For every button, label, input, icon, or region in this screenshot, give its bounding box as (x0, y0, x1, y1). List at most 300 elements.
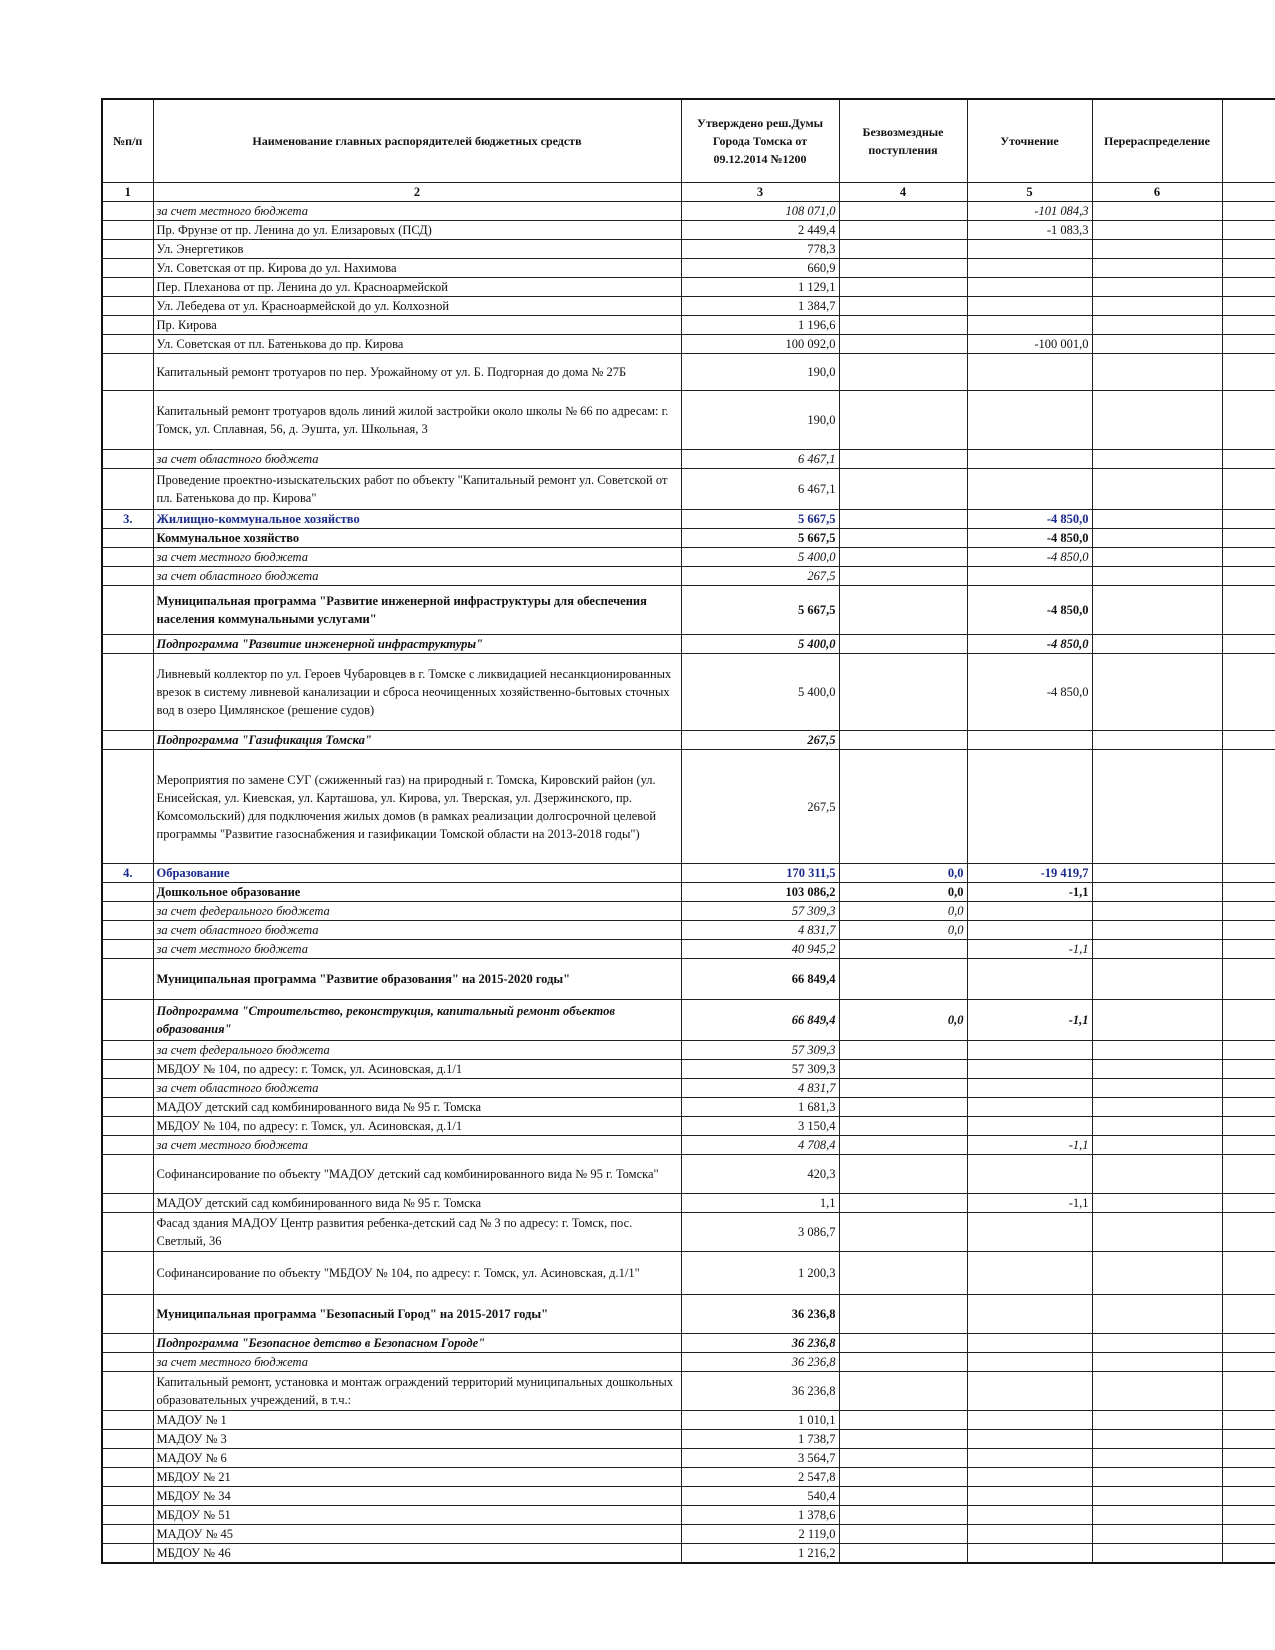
row-name: Ул. Лебедева от ул. Красноармейской до ул. Колхозной (153, 297, 681, 316)
column-number: 1 (102, 183, 153, 202)
table-row (102, 335, 1275, 354)
row-redistribution-value (1092, 548, 1222, 567)
row-name: Софинансирование по объекту "МАДОУ детский сад комбинированного вида № 95 г. Томска" (153, 1155, 681, 1194)
row-clarification-value: -4 850,0 (967, 529, 1092, 548)
row-redistribution-value (1092, 1506, 1222, 1525)
table-row (102, 1411, 1275, 1430)
row-extra-value (1222, 259, 1275, 278)
row-redistribution-value (1092, 940, 1222, 959)
header-clarification: Уточнение (967, 99, 1092, 183)
row-name: МБДОУ № 34 (153, 1487, 681, 1506)
row-approved-value: 1 200,3 (681, 1252, 839, 1295)
row-number (102, 731, 153, 750)
row-grants-value (839, 221, 967, 240)
column-number-extra (1222, 183, 1275, 202)
row-approved-value: 420,3 (681, 1155, 839, 1194)
row-extra-value (1222, 1098, 1275, 1117)
row-number (102, 316, 153, 335)
row-redistribution-value (1092, 1449, 1222, 1468)
row-clarification-value (967, 1252, 1092, 1295)
row-approved-value: 540,4 (681, 1487, 839, 1506)
row-name: Ул. Советская от пр. Кирова до ул. Нахимова (153, 259, 681, 278)
row-number (102, 1194, 153, 1213)
row-grants-value (839, 1449, 967, 1468)
row-number (102, 1079, 153, 1098)
row-extra-value (1222, 1525, 1275, 1544)
row-clarification-value (967, 1353, 1092, 1372)
row-extra-value (1222, 883, 1275, 902)
row-number (102, 1252, 153, 1295)
row-name: Дошкольное образование (153, 883, 681, 902)
row-grants-value (839, 635, 967, 654)
row-redistribution-value (1092, 335, 1222, 354)
row-redistribution-value (1092, 731, 1222, 750)
row-name: Пер. Плеханова от пр. Ленина до ул. Красноармейской (153, 278, 681, 297)
row-name: Капитальный ремонт тротуаров по пер. Урожайному от ул. Б. Подгорная до дома № 27Б (153, 354, 681, 391)
row-grants-value (839, 654, 967, 731)
row-name: за счет федерального бюджета (153, 902, 681, 921)
row-extra-value (1222, 731, 1275, 750)
row-extra-value (1222, 316, 1275, 335)
row-clarification-value: -101 084,3 (967, 202, 1092, 221)
row-extra-value (1222, 864, 1275, 883)
row-redistribution-value (1092, 510, 1222, 529)
row-approved-value: 5 400,0 (681, 635, 839, 654)
row-number (102, 297, 153, 316)
row-grants-value (839, 297, 967, 316)
table-row (102, 1000, 1275, 1041)
table-row (102, 1252, 1275, 1295)
row-clarification-value (967, 921, 1092, 940)
table-row (102, 548, 1275, 567)
row-clarification-value: -1,1 (967, 883, 1092, 902)
row-name: за счет областного бюджета (153, 1079, 681, 1098)
row-number (102, 278, 153, 297)
row-redistribution-value (1092, 1079, 1222, 1098)
row-redistribution-value (1092, 1353, 1222, 1372)
row-number (102, 1468, 153, 1487)
row-approved-value: 1 129,1 (681, 278, 839, 297)
row-clarification-value: -1,1 (967, 1000, 1092, 1041)
row-name: Жилищно-коммунальное хозяйство (153, 510, 681, 529)
row-redistribution-value (1092, 586, 1222, 635)
row-clarification-value: -19 419,7 (967, 864, 1092, 883)
row-extra-value (1222, 278, 1275, 297)
row-grants-value: 0,0 (839, 864, 967, 883)
row-extra-value (1222, 354, 1275, 391)
row-number (102, 1487, 153, 1506)
row-approved-value: 4 708,4 (681, 1136, 839, 1155)
row-name: Софинансирование по объекту "МБДОУ № 104, по адресу: г. Томск, ул. Асиновская, д.1/1" (153, 1252, 681, 1295)
table-row (102, 635, 1275, 654)
row-extra-value (1222, 940, 1275, 959)
table-row (102, 1155, 1275, 1194)
header-row (102, 99, 1275, 183)
row-extra-value (1222, 1295, 1275, 1334)
table-row (102, 1353, 1275, 1372)
row-name: МАДОУ детский сад комбинированного вида № 95 г. Томска (153, 1194, 681, 1213)
row-grants-value (839, 1213, 967, 1252)
row-clarification-value (967, 259, 1092, 278)
row-grants-value (839, 1136, 967, 1155)
row-name: Подпрограмма "Газификация Томска" (153, 731, 681, 750)
row-grants-value (839, 316, 967, 335)
row-name: Ул. Энергетиков (153, 240, 681, 259)
table-row (102, 902, 1275, 921)
row-approved-value: 190,0 (681, 391, 839, 450)
row-number (102, 635, 153, 654)
row-number (102, 1411, 153, 1430)
row-grants-value (839, 335, 967, 354)
row-clarification-value (967, 567, 1092, 586)
row-clarification-value (967, 1506, 1092, 1525)
row-extra-value (1222, 1136, 1275, 1155)
row-approved-value: 3 086,7 (681, 1213, 839, 1252)
row-clarification-value (967, 750, 1092, 864)
row-extra-value (1222, 529, 1275, 548)
row-approved-value: 1 384,7 (681, 297, 839, 316)
row-grants-value (839, 1098, 967, 1117)
row-number (102, 1117, 153, 1136)
row-extra-value (1222, 391, 1275, 450)
row-name: Пр. Фрунзе от пр. Ленина до ул. Елизаровых (ПСД) (153, 221, 681, 240)
row-approved-value: 6 467,1 (681, 450, 839, 469)
table-row (102, 731, 1275, 750)
row-approved-value: 5 667,5 (681, 586, 839, 635)
row-redistribution-value (1092, 864, 1222, 883)
row-clarification-value (967, 450, 1092, 469)
row-extra-value (1222, 469, 1275, 510)
row-number (102, 1525, 153, 1544)
row-clarification-value: -1,1 (967, 940, 1092, 959)
header-grants: Безвозмездные поступления (839, 99, 967, 183)
row-redistribution-value (1092, 354, 1222, 391)
row-grants-value (839, 586, 967, 635)
row-number (102, 750, 153, 864)
row-redistribution-value (1092, 1098, 1222, 1117)
row-approved-value: 5 667,5 (681, 510, 839, 529)
row-name: Ливневый коллектор по ул. Героев Чубаровцев в г. Томске с ликвидацией несанкционированных врезок в систему ливневой канализации и сброса неочищенных хозяйственно-бытовых сточных вод в озеро Цимлянское (решение судов) (153, 654, 681, 731)
row-redistribution-value (1092, 469, 1222, 510)
row-approved-value: 57 309,3 (681, 902, 839, 921)
row-clarification-value (967, 1079, 1092, 1098)
row-grants-value (839, 959, 967, 1000)
row-number (102, 1372, 153, 1411)
row-redistribution-value (1092, 297, 1222, 316)
row-clarification-value (967, 1041, 1092, 1060)
row-approved-value: 5 400,0 (681, 548, 839, 567)
row-number (102, 202, 153, 221)
row-number (102, 1353, 153, 1372)
row-name: Коммунальное хозяйство (153, 529, 681, 548)
row-extra-value (1222, 902, 1275, 921)
row-approved-value: 6 467,1 (681, 469, 839, 510)
row-extra-value (1222, 1194, 1275, 1213)
row-name: МБДОУ № 104, по адресу: г. Томск, ул. Асиновская, д.1/1 (153, 1060, 681, 1079)
table-row (102, 921, 1275, 940)
row-extra-value (1222, 654, 1275, 731)
row-number (102, 221, 153, 240)
row-number (102, 902, 153, 921)
table-row (102, 750, 1275, 864)
column-number: 6 (1092, 183, 1222, 202)
row-extra-value (1222, 1252, 1275, 1295)
table-row (102, 391, 1275, 450)
row-extra-value (1222, 548, 1275, 567)
row-name: Капитальный ремонт тротуаров вдоль линий жилой застройки около школы № 66 по адресам: г. Томск, ул. Сплавная, 56, д. Эушта, ул. Школьная, 3 (153, 391, 681, 450)
row-approved-value: 2 449,4 (681, 221, 839, 240)
row-number (102, 654, 153, 731)
row-name: Подпрограмма "Безопасное детство в Безопасном Городе" (153, 1334, 681, 1353)
row-name: за счет областного бюджета (153, 450, 681, 469)
row-grants-value (839, 510, 967, 529)
row-redistribution-value (1092, 221, 1222, 240)
row-clarification-value (967, 316, 1092, 335)
table-row (102, 1334, 1275, 1353)
row-extra-value (1222, 921, 1275, 940)
row-grants-value (839, 240, 967, 259)
row-name: Образование (153, 864, 681, 883)
row-clarification-value (967, 959, 1092, 1000)
row-name: МАДОУ № 6 (153, 1449, 681, 1468)
row-grants-value (839, 469, 967, 510)
row-grants-value (839, 1525, 967, 1544)
row-clarification-value (967, 1295, 1092, 1334)
row-name: за счет местного бюджета (153, 1353, 681, 1372)
row-name: за счет местного бюджета (153, 548, 681, 567)
table-row (102, 259, 1275, 278)
header-redistribution: Перераспределение (1092, 99, 1222, 183)
table-row (102, 1430, 1275, 1449)
row-number (102, 940, 153, 959)
table-row (102, 940, 1275, 959)
row-grants-value (839, 1060, 967, 1079)
row-extra-value (1222, 635, 1275, 654)
row-clarification-value (967, 1449, 1092, 1468)
row-redistribution-value (1092, 240, 1222, 259)
row-approved-value: 66 849,4 (681, 959, 839, 1000)
row-extra-value (1222, 1372, 1275, 1411)
table-row (102, 1041, 1275, 1060)
row-grants-value (839, 1430, 967, 1449)
row-clarification-value (967, 354, 1092, 391)
row-grants-value (839, 259, 967, 278)
row-grants-value (839, 354, 967, 391)
row-extra-value (1222, 1544, 1275, 1564)
header-extra (1222, 99, 1275, 183)
row-redistribution-value (1092, 1117, 1222, 1136)
row-approved-value: 2 547,8 (681, 1468, 839, 1487)
row-redistribution-value (1092, 450, 1222, 469)
row-name: за счет местного бюджета (153, 1136, 681, 1155)
row-clarification-value (967, 469, 1092, 510)
row-redistribution-value (1092, 202, 1222, 221)
row-number (102, 1430, 153, 1449)
row-redistribution-value (1092, 1194, 1222, 1213)
row-number (102, 1000, 153, 1041)
row-redistribution-value (1092, 1136, 1222, 1155)
row-extra-value (1222, 1079, 1275, 1098)
table-row (102, 529, 1275, 548)
row-grants-value (839, 548, 967, 567)
row-extra-value (1222, 450, 1275, 469)
table-row (102, 654, 1275, 731)
row-redistribution-value (1092, 1525, 1222, 1544)
row-approved-value: 267,5 (681, 731, 839, 750)
row-approved-value: 4 831,7 (681, 921, 839, 940)
table-row (102, 316, 1275, 335)
row-number (102, 959, 153, 1000)
row-extra-value (1222, 567, 1275, 586)
row-clarification-value (967, 1060, 1092, 1079)
row-extra-value (1222, 510, 1275, 529)
row-redistribution-value (1092, 278, 1222, 297)
row-extra-value (1222, 240, 1275, 259)
table-row (102, 240, 1275, 259)
row-approved-value: 5 400,0 (681, 654, 839, 731)
row-number: 3. (102, 510, 153, 529)
row-clarification-value (967, 240, 1092, 259)
row-grants-value: 0,0 (839, 902, 967, 921)
row-name: Муниципальная программа "Развитие образования" на 2015-2020 годы" (153, 959, 681, 1000)
row-name: Фасад здания МАДОУ Центр развития ребенка-детский сад № 3 по адресу: г. Томск, пос. Светлый, 36 (153, 1213, 681, 1252)
row-clarification-value: -4 850,0 (967, 635, 1092, 654)
row-redistribution-value (1092, 391, 1222, 450)
row-number (102, 567, 153, 586)
row-approved-value: 1 010,1 (681, 1411, 839, 1430)
row-clarification-value (967, 1544, 1092, 1564)
table-row (102, 1544, 1275, 1564)
table-row (102, 221, 1275, 240)
row-clarification-value (967, 731, 1092, 750)
row-approved-value: 66 849,4 (681, 1000, 839, 1041)
row-name: Капитальный ремонт, установка и монтаж ограждений территорий муниципальных дошкольных образовательных учреждений, в т.ч.: (153, 1372, 681, 1411)
table-row (102, 1525, 1275, 1544)
row-name: МАДОУ № 3 (153, 1430, 681, 1449)
column-number-row (102, 183, 1275, 202)
row-approved-value: 1 681,3 (681, 1098, 839, 1117)
row-number (102, 1334, 153, 1353)
row-grants-value (839, 1353, 967, 1372)
table-row (102, 1117, 1275, 1136)
row-approved-value: 1 378,6 (681, 1506, 839, 1525)
row-extra-value (1222, 1468, 1275, 1487)
row-clarification-value: -4 850,0 (967, 586, 1092, 635)
row-extra-value (1222, 221, 1275, 240)
header-number: №п/п (102, 99, 153, 183)
row-grants-value (839, 1372, 967, 1411)
row-grants-value (839, 1117, 967, 1136)
row-number (102, 586, 153, 635)
row-redistribution-value (1092, 1213, 1222, 1252)
row-number (102, 391, 153, 450)
table-body (102, 202, 1275, 1564)
row-grants-value (839, 1334, 967, 1353)
row-extra-value (1222, 959, 1275, 1000)
row-grants-value: 0,0 (839, 883, 967, 902)
row-number (102, 1295, 153, 1334)
table-row (102, 883, 1275, 902)
row-redistribution-value (1092, 1295, 1222, 1334)
row-redistribution-value (1092, 1544, 1222, 1564)
row-redistribution-value (1092, 1041, 1222, 1060)
row-clarification-value (967, 391, 1092, 450)
row-clarification-value: -1,1 (967, 1194, 1092, 1213)
table-row (102, 1372, 1275, 1411)
column-number: 2 (153, 183, 681, 202)
table-row (102, 567, 1275, 586)
row-number (102, 354, 153, 391)
row-approved-value: 1 216,2 (681, 1544, 839, 1564)
row-name: МБДОУ № 104, по адресу: г. Томск, ул. Асиновская, д.1/1 (153, 1117, 681, 1136)
row-extra-value (1222, 1041, 1275, 1060)
row-number (102, 1098, 153, 1117)
row-name: Ул. Советская от пл. Батенькова до пр. Кирова (153, 335, 681, 354)
row-grants-value (839, 202, 967, 221)
row-redistribution-value (1092, 635, 1222, 654)
table-row (102, 1079, 1275, 1098)
row-grants-value (839, 1506, 967, 1525)
table-row (102, 278, 1275, 297)
row-name: Мероприятия по замене СУГ (сжиженный газ) на природный г. Томска, Кировский район (ул. Енисейская, ул. Киевская, ул. Карташова, ул. Кирова, ул. Тверская, ул. Дзержинского, пр. Комсомольский) для подключения жилых домов (в рамках реализации долгосрочной целевой программы "Развитие газоснабжения и газификации Томской области на 2013-2018 годы") (153, 750, 681, 864)
row-clarification-value (967, 1372, 1092, 1411)
row-extra-value (1222, 1353, 1275, 1372)
row-extra-value (1222, 335, 1275, 354)
budget-table (101, 98, 1275, 1564)
row-name: Подпрограмма "Строительство, реконструкция, капитальный ремонт объектов образования" (153, 1000, 681, 1041)
row-number (102, 548, 153, 567)
row-clarification-value: -4 850,0 (967, 654, 1092, 731)
row-grants-value (839, 278, 967, 297)
row-extra-value (1222, 1155, 1275, 1194)
row-clarification-value: -1 083,3 (967, 221, 1092, 240)
row-approved-value: 267,5 (681, 750, 839, 864)
row-clarification-value (967, 902, 1092, 921)
row-redistribution-value (1092, 1372, 1222, 1411)
row-extra-value (1222, 750, 1275, 864)
row-clarification-value (967, 1155, 1092, 1194)
row-redistribution-value (1092, 750, 1222, 864)
table-row (102, 1506, 1275, 1525)
row-approved-value: 660,9 (681, 259, 839, 278)
row-extra-value (1222, 1060, 1275, 1079)
row-clarification-value (967, 1117, 1092, 1136)
row-name: за счет федерального бюджета (153, 1041, 681, 1060)
table-row (102, 1449, 1275, 1468)
row-clarification-value (967, 1468, 1092, 1487)
row-approved-value: 4 831,7 (681, 1079, 839, 1098)
row-approved-value: 40 945,2 (681, 940, 839, 959)
row-approved-value: 3 150,4 (681, 1117, 839, 1136)
row-extra-value (1222, 297, 1275, 316)
row-clarification-value (967, 1098, 1092, 1117)
row-approved-value: 57 309,3 (681, 1060, 839, 1079)
row-clarification-value (967, 1213, 1092, 1252)
row-redistribution-value (1092, 902, 1222, 921)
row-approved-value: 5 667,5 (681, 529, 839, 548)
table-row (102, 864, 1275, 883)
row-name: Подпрограмма "Развитие инженерной инфраструктуры" (153, 635, 681, 654)
row-number (102, 240, 153, 259)
row-approved-value: 57 309,3 (681, 1041, 839, 1060)
row-redistribution-value (1092, 1487, 1222, 1506)
row-redistribution-value (1092, 1334, 1222, 1353)
row-number (102, 1041, 153, 1060)
row-approved-value: 36 236,8 (681, 1295, 839, 1334)
row-grants-value (839, 1411, 967, 1430)
row-redistribution-value (1092, 921, 1222, 940)
row-grants-value (839, 750, 967, 864)
